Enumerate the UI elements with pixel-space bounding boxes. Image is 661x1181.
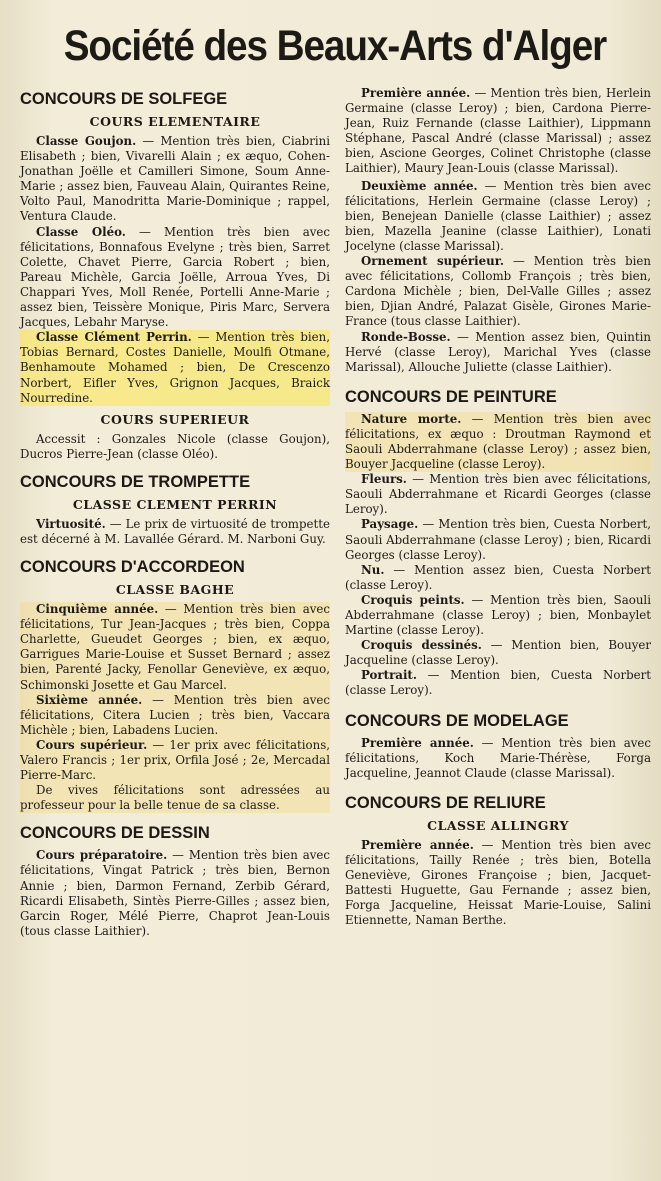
text-cours-superieur: — 1er prix avec félicitations, Valero Francis ; 1er prix, Orfila José ; 2e, Mercadal Pierre-Marc. (20, 737, 330, 783)
subheading-classe-allingry: CLASSE ALLINGRY (427, 817, 569, 833)
masthead-title: Société des Beaux-Arts d'Alger (63, 22, 607, 70)
heading-solfege: CONCOURS DE SOLFEGE (20, 90, 228, 108)
heading-modelage: CONCOURS DE MODELAGE (345, 711, 569, 730)
lead-croquis-peints: Croquis peints. (361, 592, 465, 607)
lead-nu: Nu. (361, 562, 385, 577)
heading-accordeon: CONCOURS D'ACCORDEON (20, 558, 245, 577)
paragraph-modelage-premiere-annee (345, 736, 651, 781)
lead-nature-morte: Nature morte. (361, 411, 462, 426)
paragraph-classe-perrin-highlighted (20, 330, 330, 405)
paragraph-felicitations: De vives félicitations sont adressées au professeur pour la belle tenue de sa classe. (20, 783, 330, 813)
lead-fleurs: Fleurs. (361, 472, 407, 487)
heading-dessin: CONCOURS DE DESSIN (20, 824, 210, 843)
lead-croquis-dessines: Croquis dessinés. (361, 638, 482, 653)
subheading-classe-baghe: CLASSE BAGHE (115, 582, 235, 598)
paragraph-virtuosite (20, 517, 330, 547)
paragraph-cours-superieur-accordeon (20, 738, 330, 783)
paragraph-accessit: Accessit : Gonzales Nicole (classe Goujon), Ducros Pierre-Jean (classe Oléo). (20, 431, 330, 461)
lead-cinquieme-annee: Cinquième année. (36, 602, 159, 617)
text-nu: — Mention assez bien, Cuesta Norbert (classe Leroy). (345, 562, 651, 592)
text-cinquieme-annee: — Mention très bien avec félicitations, Tur Jean-Jacques ; très bien, Coppa Charlette, Gueudet Georges ; bien, ex æquo, Garrigues Marie-Louise et Susset Bernard ; assez bien, Parenté Jacky, Fenollar Geneviève, ex æquo, Schimonski Josette et Gau Marcel. (20, 602, 330, 692)
heading-peinture: CONCOURS DE PEINTURE (345, 387, 557, 406)
text-ronde-bosse: — Mention assez bien, Quintin Hervé (classe Leroy), Marichal Yves (classe Marissal), Allouche Juliette (classe Laithier). (345, 329, 651, 374)
lead-ornement-superieur: Ornement supérieur. (361, 254, 504, 269)
lead-reliure-premiere-annee: Première année. (361, 837, 474, 852)
text-reliure-premiere-annee: — Mention très bien avec félicitations, Tailly Renée ; très bien, Botella Geneviève, Girones Françoise ; bien, Jacquet-Battesti Huguette, Gau Fernande ; assez bien, Forga Jacqueline, Heissat Marie-Louise, Salini Etiennette, Naman Berthe. (345, 837, 651, 928)
lead-classe-perrin: Classe Clément Perrin. (36, 330, 192, 345)
paragraph-premiere-annee-dessin (345, 86, 651, 177)
paragraph-deuxieme-annee (345, 179, 651, 254)
lead-premiere-annee: Première année. (361, 86, 471, 100)
text-ornement-superieur: — Mention très bien avec félicitations, Collomb François ; très bien, Cardona Michèle ; bien, Del-Valle Gilles ; assez bien, Djian André, Palazat Gisèle, Girones Marie-France (tous classe Laithier). (345, 254, 651, 329)
paragraph-cinquieme-annee (20, 602, 330, 693)
lead-cours-preparatoire: Cours préparatoire. (36, 848, 168, 863)
text-croquis-peints: — Mention très bien, Saouli Abderrahmane (classe Leroy) ; bien, Monbaylet Martine (classe Leroy). (345, 592, 651, 638)
paragraph-nature-morte (345, 412, 651, 472)
text-premiere-annee: — Mention très bien, Herlein Germaine (classe Leroy) ; bien, Cardona Pierre-Jean, Ruiz Fernande (classe Laithier), Lippmann Stéphane, Pascal André (classe Marissal) ; assez bien, Ascione Georges, Colinet Christophe (classe Laithier), Maury Jean-Louis (classe Marissal). (345, 86, 651, 176)
heading-trompette: CONCOURS DE TROMPETTE (20, 472, 251, 491)
subheading-classe-clement-perrin: CLASSE CLEMENT PERRIN (72, 496, 278, 512)
text-virtuosite: — Le prix de virtuosité de trompette est décerné à M. Lavallée Gérard. M. Narboni Guy. (20, 516, 330, 546)
right-column (345, 86, 651, 928)
text-fleurs: — Mention très bien avec félicitations, Saouli Abderrahmane et Ricardi Georges (classe Leroy). (345, 472, 651, 517)
paragraph-reliure-premiere-annee (345, 838, 651, 929)
lead-modelage-premiere-annee: Première année. (361, 735, 474, 750)
lead-classe-oleo: Classe Oléo. (36, 224, 126, 239)
subheading-cours-superieur: COURS SUPERIEUR (100, 411, 250, 427)
text-classe-goujon: — Mention très bien, Ciabrini Elisabeth ; bien, Vivarelli Alain ; ex æquo, Cohen-Jonathan Joëlle et Camilleri Simone, Soum Anne-Marie ; assez bien, Fauveau Alain, Quirantes Reine, Volto Paul, Manodritta Marie-Dominique ; rappel, Ventura Claude. (20, 134, 330, 224)
paragraph-croquis-peints (345, 593, 651, 638)
text-classe-perrin: — Mention très bien, Tobias Bernard, Costes Danielle, Moulfi Otmane, Benhamoute Mohamed ; bien, De Crescenzo Norbert, Eifler Yves, Grignon Jacques, Braick Nourredine. (20, 330, 330, 405)
text-sixieme-annee: — Mention très bien avec félicitations, Citera Lucien ; très bien, Vaccara Michèle ; bien, Labadens Lucien. (20, 692, 330, 737)
paragraph-portrait (345, 668, 651, 698)
text-nature-morte: — Mention très bien avec félicitations, ex æquo : Droutman Raymond et Saouli Abderrahmane (classe Leroy) ; assez bien, Bouyer Jacqueline (classe Leroy). (345, 411, 651, 472)
lead-sixieme-annee: Sixième année. (36, 692, 143, 707)
lead-cours-superieur: Cours supérieur. (36, 737, 148, 752)
paragraph-nu (345, 563, 651, 593)
paragraph-cours-preparatoire (20, 848, 330, 939)
paragraph-paysage (345, 517, 651, 562)
text-deuxieme-annee: — Mention très bien avec félicitations, Herlein Germaine (classe Leroy) ; bien, Benejean Danielle (classe Laithier) ; assez bien, Mazella Jeanine (classe Laithier), Lonati Jocelyne (classe Marissal). (345, 178, 652, 253)
text-modelage-premiere-annee: — Mention très bien avec félicitations, Koch Marie-Thérèse, Forga Jacqueline, Jeannot Claude (classe Marissal). (345, 735, 651, 780)
paragraph-sixieme-annee (20, 693, 330, 738)
paragraph-ronde-bosse (345, 330, 651, 375)
subheading-cours-elementaire: COURS ELEMENTAIRE (89, 114, 261, 129)
text-portrait: — Mention bien, Cuesta Norbert (classe Leroy). (345, 668, 651, 698)
lead-portrait: Portrait. (361, 668, 417, 683)
paragraph-classe-goujon (20, 134, 330, 225)
left-column (20, 86, 330, 939)
text-croquis-dessines: — Mention bien, Bouyer Jacqueline (classe Leroy). (345, 638, 651, 668)
lead-classe-goujon: Classe Goujon. (36, 134, 137, 148)
lead-deuxieme-annee: Deuxième année. (361, 178, 478, 193)
paragraph-classe-oleo (20, 225, 330, 331)
heading-reliure: CONCOURS DE RELIURE (345, 793, 546, 812)
lead-ronde-bosse: Ronde-Bosse. (361, 329, 451, 344)
paragraph-fleurs (345, 472, 651, 517)
lead-paysage: Paysage. (361, 517, 419, 532)
paragraph-ornement-superieur (345, 254, 651, 329)
lead-virtuosite: Virtuosité. (36, 516, 106, 531)
text-cours-preparatoire: — Mention très bien avec félicitations, Vingat Patrick ; très bien, Bernon Annie ; bien, Darmon Fernand, Zerbib Gérard, Ricardi Elisabeth, Sintès Pierre-Gilles ; assez bien, Garcin Roger, Mélé Pierre, Chaprot Jean-Louis (tous classe Laithier). (20, 848, 330, 938)
text-classe-oleo: — Mention très bien avec félicitations, Bonnafous Evelyne ; très bien, Sarret Colette, Chavet Pierre, Garcia Robert ; bien, Pareau Michèle, Garcia Joëlle, Arroua Yves, Di Chappari Yves, Moll Renée, Portelli Anne-Marie ; assez bien, Teissère Monique, Piris Marc, Servera Jacques, Lebahr Maryse. (20, 224, 330, 330)
text-paysage: — Mention très bien, Cuesta Norbert, Saouli Abderrahmane (classe Leroy) ; bien, Ricardi Georges (classe Leroy). (345, 517, 651, 562)
paragraph-croquis-dessines (345, 638, 651, 668)
